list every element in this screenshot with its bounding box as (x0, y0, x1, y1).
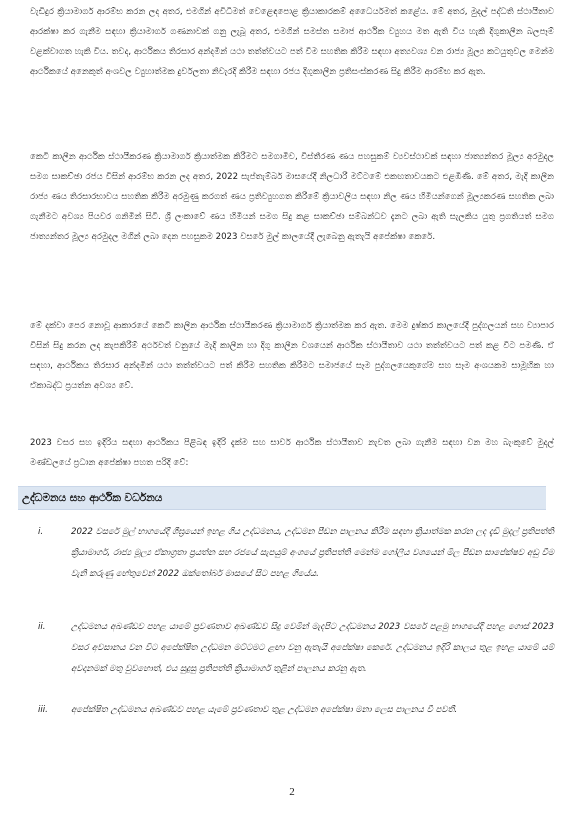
section-heading-box (18, 486, 546, 510)
list-item-number: i. (38, 527, 44, 537)
list-item-number: iii. (38, 705, 48, 715)
page-number: 2 (289, 786, 295, 798)
list-item-text: උද්ධමනය අඛණ්ඩව පහළ යාමේ ප්‍රවණතාව අඛණ්ඩව සිදු වෙමින් මැදපිට උද්ධමනය 2023 වසරේ පළමු භාගයේදී පහළ ගොස් 2023 වසර අවසානය වන විට අපේක්ෂිත උද්ධමන මට්ටමට ළඟා වනු ඇතැයි අපේක්ෂා කෙරේ. උද්ධමනය ඉදිරි කාලය තුළ ඉහළ යාමේ යම් අවදානමක් මතු වුවහොත්, එය සුදුසු ප්‍රතිපත්ති ක්‍රියාමාර්ග තුළින් පාලනය කරනු ඇත. (71, 622, 554, 674)
list-item-text: 2022 වසරේ මුල් භාගයේදී ශීඝ්‍රයෙන් ඉහළ ගිය උද්ධමනය, උද්ධමන පීඩන පාලනය කිරීම සඳහා ක්‍රියාත්මක කරන ලද දැඩි මුදල් ප්‍රතිපත්ති ක්‍රියාමාර්ග, රාජ්‍ය මූල්‍ය ඒකාග්‍රතා ප්‍රයත්න සහ රජයේ සැපයුම් අංශයේ ප්‍රතිපත්ති මෙන්ම ගෝලීය වශයෙන් මිල පීඩන සාපේක්ෂව අඩු වීම වැනි කරුණු හේතුවෙන් 2022 ඔක්තෝබර් මාසයේ සිට පහළ ගියේය. (71, 527, 554, 579)
list-item-text: අපේක්ෂිත උද්ධමනය අඛණ්ඩව පහළ යෑමේ ප්‍රවණතාව තුළ උද්ධමන අපේක්ෂා මනා ලෙස පාලනය වී පවතී. (71, 705, 458, 715)
body-paragraph-3: මේ දක්වා පෙර නොවූ ආකාරයේ කෙටි කාලීන ආර්ථික ස්ථායීකරණ ක්‍රියාමාර්ග ක්‍රියාත්මක කර ඇත. මෙම දුෂ්කර කාලයේදී පුද්ගලයන් සහ ව්‍යාපාර විසින් සිදු කරන ලද කැපකිරීම් අර්ථවත් වනුයේ මැදි කාලීන හා දිගු කාලීන වශයෙන් ආර්ථික ස්ථායීතාව යථා තත්ත්වයට පත් කළ විට පමණි. ඒ සඳහා, ආර්ථිකය තිරසාර අන්දමින් යථා තත්ත්වයට පත් කිරීම සහතික කිරීමට සමාජයේ සෑම පුද්ගලයෙකුගේම සහ සෑම අංශයකම සාමූහික හා ඒකාබද්ධ ප්‍රයත්න අවශ්‍ය වේ. (30, 321, 554, 391)
body-paragraph-4: 2023 වසර සහ ඉදිරිය සඳහා ආර්ථිකය පිළිබඳ ඉදිරි දැක්ම සහ සාර්ව ආර්ථික ස්ථායීතාව නැවත ලබා ගැනීම සඳහා වන මහ බැංකුවේ මුදල් මණ්ඩලයේ ප්‍රධාන අපේක්ෂා පහත පරිදි වේ: (30, 438, 554, 468)
list-item-number: ii. (38, 622, 46, 632)
section-heading: උද්ධමනය සහ ආර්ථික වර්ධනය (22, 492, 163, 504)
body-paragraph-2: කෙටි කාලීන ආර්ථික ස්ථායීකරණ ක්‍රියාමාර්ග ක්‍රියාත්මක කිරීමට සමගාමීව, විස්තීරණ ණය පහසුකම් ව්‍යවස්ථාවක් සඳහා ජාත්‍යන්තර මූල්‍ය අරමුදල සමග සාකච්ඡා රජය විසින් ආරම්භ කරන ලද අතර, 2022 සැප්තැම්බර් මාසයේදී නිලධාරී මට්ටමේ එකඟතාවයකට එළඹිණි. මේ අතර, මැදි කාලීන රාජ්‍ය ණය තිරසාරභාවය සහතික කිරීම අරමුණු කරගත් ණය ප්‍රතිව්‍යුහගත කිරීමේ ක්‍රියාවලිය සඳහා නිල ණය හිමියන්ගෙන් මූල්‍යකරණ සහතික ලබා ගැනීමට අවශ්‍ය පියවර ගනිමින් සිටී. ශ්‍රී ලංකාවේ ණය හිමියන් සමග සිදු කළ සාකච්ඡා සම්බන්ධව දැනට ලබා ඇති සැලකිය යුතු ප්‍රගතියත් සමග ජාත්‍යන්තර මූල්‍ය අරමුදල මගින් ලබා දෙන පහසුකම 2023 වසරේ මුල් කාලයේදී ලැබෙනු ඇතැයි අපේක්ෂා කෙරේ. (30, 152, 554, 242)
body-paragraph-1: වැඩිදුර ක්‍රියාමාර්ග ආරම්භ කරන ලද අතර, එමගින් අවිධිමත් වෙළෙඳපොළ ක්‍රියාකාරකම් අධෛර්යමත් කළේය. මේ අතර, මුදල් පද්ධති ස්ථායීතාව ආරක්ෂා කර ගැනීම සඳහා ක්‍රියාමාර්ග ගණනාවක් ගනු ලැබූ අතර, එමගින් සමස්ත සමාජ ආර්ථික ව්‍යුහය මත ඇති විය හැකි දිගුකාලීන බලපෑම් වළක්වාගත හැකි විය. තවද, ආර්ථිකය තිරසාර අන්දමින් යථා තත්ත්වයට පත් වීම සහතික කිරීම සඳහා අත්‍යවශ්‍ය වන රාජ්‍ය මූල්‍ය කටයුතුවල මෙන්ම ආර්ථිකයේ අනෙකුත් අංශවල ව්‍යුහාත්මක දුර්වලතා නිවැරදි කිරීම සඳහා රජය දිගුකාලීන ප්‍රතිසංස්කරණ සිදු කිරීම ආරම්භ කර ඇත. (30, 7, 554, 77)
